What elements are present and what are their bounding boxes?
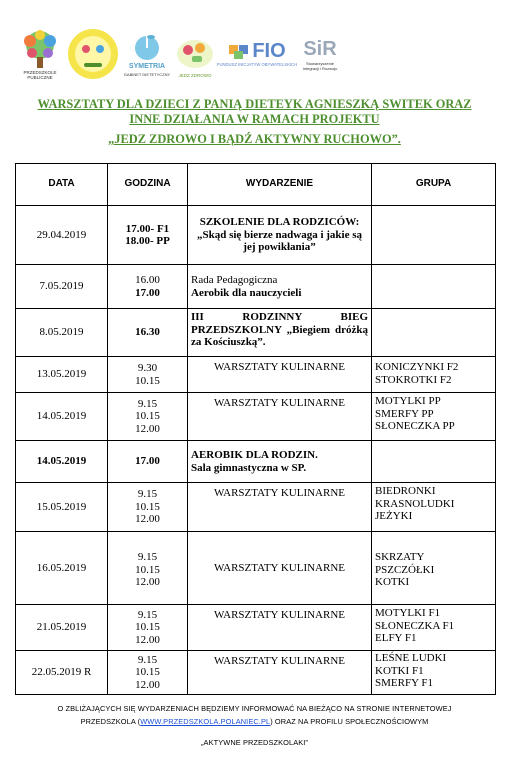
symetria-logo <box>120 26 174 82</box>
row-event-1: Rada Pedagogiczna <box>191 274 278 286</box>
row-event: WARSZTATY KULINARNE <box>188 651 372 695</box>
row-event: SZKOLENIE DLA RODZICÓW: „Skąd się bierze nadwaga i jakie są jej powikłania” <box>188 206 372 265</box>
table-row <box>16 483 496 532</box>
row-group: MOTYLKI PP SMERFY PP SŁONECZKA PP <box>372 393 496 441</box>
table-row <box>16 206 496 265</box>
aktywne-przedszkolaki-logo <box>64 26 122 82</box>
row-date: 13.05.2019 <box>16 357 108 393</box>
row-date: 22.05.2019 R <box>16 651 108 695</box>
row-date: 14.05.2019 <box>16 441 108 483</box>
row-group <box>372 206 496 265</box>
row-time: 9.15 10.15 12.00 <box>108 483 188 532</box>
footer-note <box>14 702 495 749</box>
table-row <box>16 265 496 309</box>
heading-line-3: „JEDZ ZDROWO I BĄDŹ AKTYWNY RUCHOWO”. <box>108 132 401 146</box>
logo-subcaption: GABINET DIETETYCZNY <box>123 71 171 77</box>
row-time: 16.30 <box>108 309 188 357</box>
row-time: 9.15 10.15 12.00 <box>108 605 188 651</box>
row-date: 14.05.2019 <box>16 393 108 441</box>
row-event <box>188 265 372 309</box>
sun-badge-icon <box>66 27 120 81</box>
row-date: 21.05.2019 <box>16 605 108 651</box>
row-time: 9.15 10.15 12.00 <box>108 651 188 695</box>
table-row <box>16 357 496 393</box>
row-time-2: 17.00 <box>135 286 160 299</box>
footer-line-2-post: ) ORAZ NA PROFILU SPOŁECZNOŚCIOWYM <box>270 717 429 726</box>
row-time: 9.15 10.15 12.00 <box>108 393 188 441</box>
heading-line-2: INNE DZIAŁANIA W RAMACH PROJEKTU <box>129 112 380 126</box>
row-group: LEŚNE LUDKI KOTKI F1 SMERFY F1 <box>372 651 496 695</box>
row-group: BIEDRONKI KRASNOLUDKI JEŻYKI <box>372 483 496 532</box>
table-row <box>16 651 496 695</box>
row-event: WARSZTATY KULINARNE <box>188 532 372 605</box>
header-event: WYDARZENIE <box>188 164 372 206</box>
logo-subcaption: FUNDUSZ INICJATYW OBYWATELSKICH <box>216 62 298 67</box>
header-date: DATA <box>16 164 108 206</box>
row-event: WARSZTATY KULINARNE <box>188 393 372 441</box>
row-event: WARSZTATY KULINARNE <box>188 605 372 651</box>
przedszkole-publiczne-logo <box>12 26 68 82</box>
logo-title: SiR <box>303 37 337 60</box>
row-group <box>372 441 496 483</box>
row-date: 7.05.2019 <box>16 265 108 309</box>
row-date: 15.05.2019 <box>16 483 108 532</box>
row-group: MOTYLKI F1 SŁONECZKA F1 ELFY F1 <box>372 605 496 651</box>
fio-logo <box>216 26 298 82</box>
logo-caption: JEDZ ZDROWO <box>178 73 212 78</box>
footer-line-2-pre: PRZEDSZKOLA ( <box>80 717 141 726</box>
table-row <box>16 393 496 441</box>
row-time: 9.30 10.15 <box>108 357 188 393</box>
row-event <box>188 441 372 483</box>
row-time <box>108 265 188 309</box>
table-row <box>16 532 496 605</box>
footer-line-1: O ZBLIŻAJĄCYCH SIĘ WYDARZENIACH BĘDZIEMY INFORMOWAĆ NA BIEŻĄCO NA STRONIE INTERNETOWEJ <box>57 704 452 713</box>
sir-logo <box>296 26 344 82</box>
row-event-2: Sala gimnastyczna w SP. <box>191 461 307 474</box>
footer-line-3: „AKTYWNE PRZEDSZKOLAKI” <box>200 738 308 747</box>
schedule-table <box>15 163 496 695</box>
logo-strip <box>12 26 502 84</box>
veggie-runner-icon <box>174 30 216 72</box>
table-row <box>16 441 496 483</box>
row-time-1: 16.00 <box>135 274 160 286</box>
header-group: GRUPA <box>372 164 496 206</box>
logo-caption: SYMETRIA <box>128 62 166 70</box>
row-time: 9.15 10.15 12.00 <box>108 532 188 605</box>
apple-icon <box>132 32 162 62</box>
footer-line-2 <box>14 715 495 728</box>
table-row <box>16 605 496 651</box>
logo-title: FIO <box>252 40 286 62</box>
row-date: 16.05.2019 <box>16 532 108 605</box>
logo-subcaption: Stowarzyszenie Integracji i Rozwoju <box>302 60 338 71</box>
row-date: 8.05.2019 <box>16 309 108 357</box>
website-link[interactable]: WWW.PRZEDSZKOLA.POLANIEC.PL <box>140 717 271 726</box>
row-group: KONICZYNKI F2 STOKROTKI F2 <box>372 357 496 393</box>
row-event-1: AEROBIK DLA RODZIN. <box>191 449 318 461</box>
row-group: SKRZATY PSZCZÓŁKI KOTKI <box>372 532 496 605</box>
table-header-row <box>16 164 496 206</box>
row-event: III RODZINNY BIEG PRZEDSZKOLNY „Biegiem dróżką za Kościuszką”. <box>188 309 372 357</box>
header-time: GODZINA <box>108 164 188 206</box>
heading <box>14 97 495 147</box>
row-event-2: Aerobik dla nauczycieli <box>191 286 302 299</box>
tree-of-children-icon <box>18 29 62 69</box>
jedz-zdrowo-logo <box>172 26 218 82</box>
table-row <box>16 309 496 357</box>
row-group <box>372 309 496 357</box>
row-event: WARSZTATY KULINARNE <box>188 483 372 532</box>
row-group <box>372 265 496 309</box>
row-time: 17.00 <box>108 441 188 483</box>
puzzle-icon <box>228 42 250 60</box>
row-event: WARSZTATY KULINARNE <box>188 357 372 393</box>
heading-line-1: WARSZTATY DLA DZIECI Z PANIĄ DIETEYK AGNIESZKĄ SWITEK ORAZ <box>37 97 472 111</box>
row-date: 29.04.2019 <box>16 206 108 265</box>
logo-caption: PRZEDSZKOLE PUBLICZNE <box>23 69 57 80</box>
row-time: 17.00- F1 18.00- PP <box>108 206 188 265</box>
